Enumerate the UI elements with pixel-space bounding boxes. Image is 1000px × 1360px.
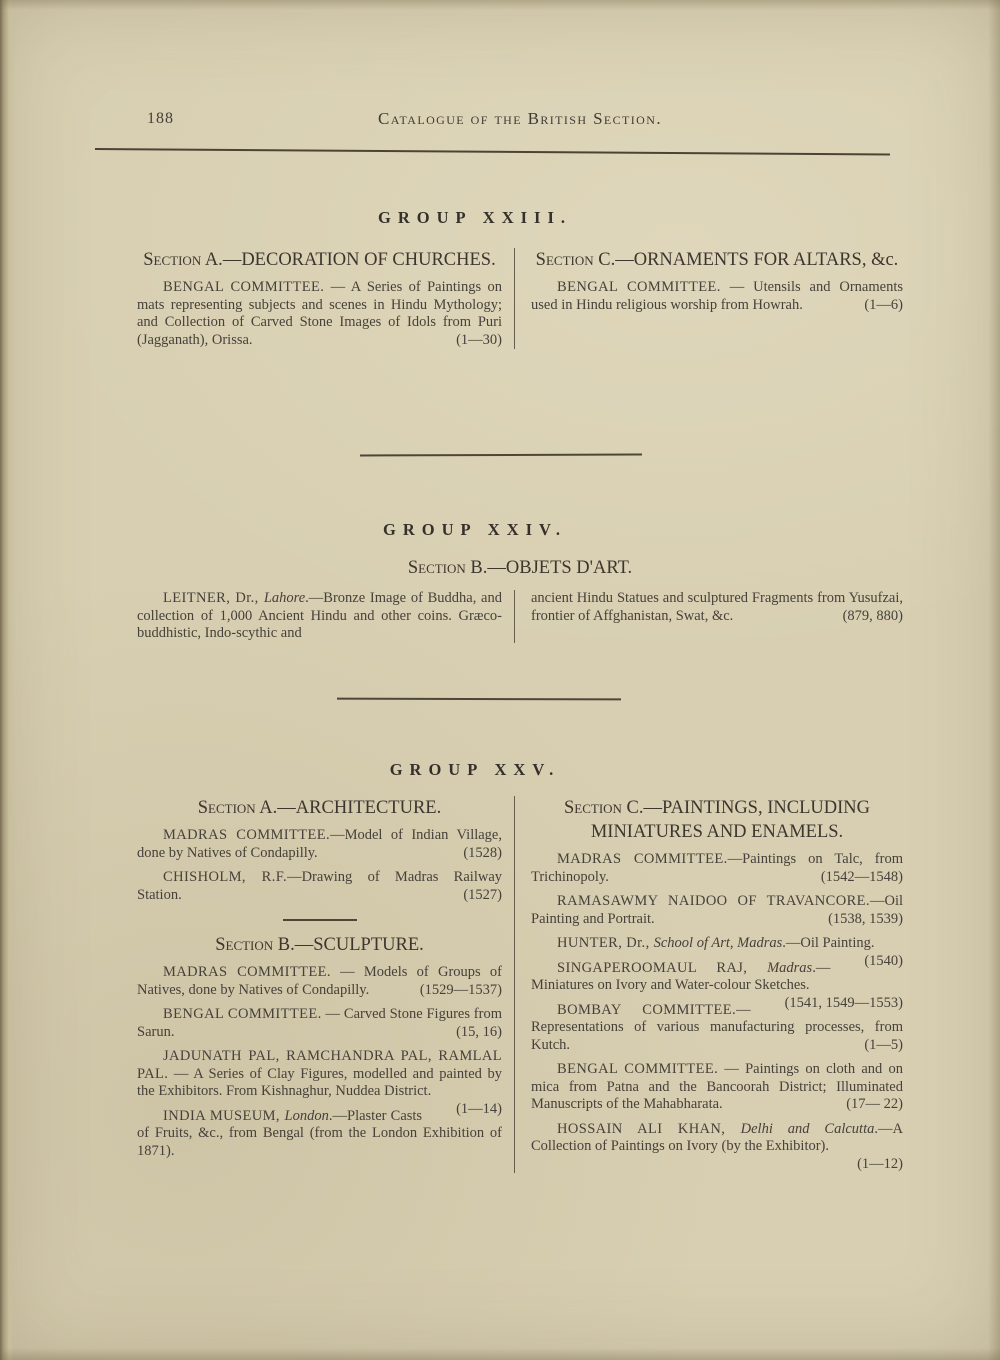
- section-label: Section A.: [143, 250, 223, 270]
- exhibitor-name: INDIA MUSEUM,: [163, 1107, 285, 1124]
- catalogue-entry: [531, 851, 903, 886]
- group-25-columns: [137, 796, 903, 1173]
- exhibitor-name: HOSSAIN ALI KHAN,: [557, 1120, 741, 1137]
- entry-description: .—A Collection of Paintings on Ivory (by the Exhibitor).: [531, 1120, 903, 1154]
- catalogue-entry: [137, 869, 502, 904]
- exhibitor-name: RAMASAWMY NAIDOO OF TRAVANCORE.: [557, 893, 870, 909]
- entry-number: (1—30): [456, 331, 502, 348]
- entry-number: (1—14): [456, 1100, 502, 1117]
- group-23-left-column: [137, 248, 514, 349]
- entry-number: (17— 22): [846, 1096, 903, 1112]
- page-top-edge: [0, 0, 1000, 10]
- entry-number: (1541, 1549—1553): [784, 994, 903, 1011]
- exhibitor-name: SINGAPEROOMAUL RAJ,: [557, 959, 768, 976]
- section-title: —ORNAMENTS FOR ALTARS, &c.: [615, 250, 899, 270]
- entry-description: — Utensils and Ornaments used in Hindu religious worship from Howrah.: [531, 279, 903, 313]
- entry-description: — A Series of Clay Figures, modelled and painted by the Exhibitors. From Kishnaghur, Nuddea District.: [137, 1065, 502, 1099]
- entry-description: — A Series of Paintings on mats representing subjects and scenes in Hindu Mythology; and Collection of Carved Stone Images of Idols from Puri (Jagganath), Orissa.: [137, 279, 502, 348]
- section-label: Section B.: [215, 935, 295, 955]
- entry-number: (1542—1548): [820, 868, 903, 885]
- entry-description: .—Miniatures on Ivory and Water-colour Sketches.: [531, 959, 831, 993]
- entry-description: — Carved Stone Figures from Sarun.: [137, 1006, 502, 1040]
- section-label: Section C.: [563, 798, 644, 818]
- entry-description: — Models of Groups of Natives, done by Natives of Condapilly.: [137, 964, 502, 998]
- group-24-right-column: [514, 590, 903, 643]
- group-24-columns: [137, 590, 903, 643]
- exhibitor-name: CHISHOLM, R.F.: [163, 869, 288, 885]
- catalogue-entry: [137, 964, 502, 999]
- entry-number: (15, 16): [456, 1023, 502, 1040]
- entry-number: (1529—1537): [419, 981, 502, 998]
- page-binding-edge: [0, 0, 15, 1360]
- section-divider: [283, 919, 357, 921]
- section-label: Section C.: [535, 250, 616, 270]
- entry-description: —Drawing of Madras Railway Station.: [137, 869, 503, 903]
- entry-description: .—Bronze Image of Buddha, and collection of 1,000 Ancient Hindu and other coins. Græco-buddhistic, Indo-scythic and: [137, 590, 502, 641]
- exhibitor-place: Lahore: [263, 590, 306, 606]
- group-23-columns: [137, 248, 903, 349]
- entry-description: ancient Hindu Statues and sculptured Fragments from Yusufzai, frontier of Affghanistan, Swat, &c.: [531, 590, 903, 624]
- page-number: 188: [147, 110, 174, 127]
- section-a-heading: [137, 796, 502, 820]
- running-title: Catalogue of the British Section.: [378, 109, 662, 128]
- group-23-right-column: [514, 248, 903, 349]
- entry-description: — Paintings on cloth and on mica from Patna and the Bancoorah District; Illuminated Manuscripts of the Mahabharata.: [531, 1061, 903, 1112]
- group-23-title: GROUP XXIII.: [377, 208, 572, 227]
- catalogue-entry: [531, 893, 903, 928]
- exhibitor-name: BENGAL COMMITTEE.: [163, 1006, 322, 1022]
- entry-number: (1538, 1539): [828, 910, 903, 927]
- exhibitor-place: Madras: [767, 959, 813, 976]
- entry-number: (1—6): [864, 296, 903, 313]
- group-25-right-column: [514, 796, 903, 1173]
- exhibitor-name: MADRAS COMMITTEE.: [163, 964, 331, 980]
- entry-description: .—Oil Painting.: [782, 935, 875, 951]
- exhibitor-name: JADUNATH PAL, RAMCHANDRA PAL, RAMLAL PAL.: [137, 1048, 502, 1082]
- section-label: Section A.: [197, 798, 278, 818]
- entry-description: —Oil Painting and Portrait.: [531, 893, 903, 927]
- catalogue-entry: [137, 827, 502, 862]
- group-25-left-column: [137, 796, 514, 1173]
- catalogue-entry: [137, 1006, 502, 1041]
- entry-number: (879, 880): [842, 607, 903, 624]
- exhibitor-name: BOMBAY COMMITTEE.: [557, 1001, 737, 1018]
- group-24-left-column: [137, 590, 514, 643]
- group-divider: [360, 454, 642, 457]
- entry-number: (1528): [463, 844, 502, 861]
- exhibitor-name: MADRAS COMMITTEE.: [557, 851, 728, 867]
- section-title: —SCULPTURE.: [294, 935, 424, 955]
- entry-number: (1527): [463, 886, 502, 903]
- entry-description: —Representations of various manufacturing processes, from Kutch.: [531, 1001, 903, 1053]
- entry-number: (1540): [864, 952, 903, 969]
- entry-number: (1—5): [864, 1036, 903, 1053]
- exhibitor-name: HUNTER, Dr.,: [557, 935, 654, 951]
- exhibitor-name: MADRAS COMMITTEE.: [163, 827, 331, 843]
- entry-description: —Paintings on Talc, from Trichinopoly.: [531, 851, 903, 885]
- section-title: —DECORATION OF CHURCHES.: [222, 250, 496, 270]
- catalogue-entry: [137, 279, 502, 349]
- exhibitor-place: London: [284, 1107, 329, 1124]
- catalogue-entry: [137, 590, 502, 643]
- group-25-title: GROUP XXV.: [389, 760, 561, 779]
- section-label: Section B.: [407, 558, 488, 578]
- exhibitor-place: School of Art, Madras: [653, 935, 783, 951]
- header-rule: [95, 148, 890, 155]
- section-b-heading: [135, 556, 905, 580]
- page-bottom-edge: [0, 1348, 1000, 1360]
- section-title: —OBJETS D'ART.: [487, 558, 633, 578]
- exhibitor-place: Delhi and Calcutta: [740, 1120, 875, 1137]
- entry-description: .—Plaster Casts of Fruits, &c., from Bengal (from the London Exhibition of 1871).: [137, 1107, 502, 1159]
- section-a-heading: [137, 248, 502, 272]
- exhibitor-name: BENGAL COMMITTEE.: [163, 279, 325, 295]
- exhibitor-name: LEITNER, Dr.,: [163, 590, 264, 606]
- section-c-heading: [531, 796, 903, 844]
- section-title: —PAINTINGS, INCLUDING MINIATURES AND ENAMELS.: [590, 798, 870, 842]
- section-c-heading: [531, 248, 903, 272]
- entry-description: —Model of Indian Village, done by Natives of Condapilly.: [137, 827, 502, 861]
- exhibitor-name: BENGAL COMMITTEE.: [557, 279, 721, 295]
- catalogue-entry-continuation: [531, 590, 903, 625]
- section-title: —ARCHITECTURE.: [277, 798, 442, 818]
- exhibitor-name: BENGAL COMMITTEE.: [557, 1061, 719, 1077]
- catalogue-entry: [531, 279, 903, 314]
- group-24-title: GROUP XXIV.: [383, 520, 567, 539]
- entry-number: (1—12): [857, 1155, 903, 1172]
- section-b-heading: [137, 933, 502, 957]
- catalogue-entry: [531, 1061, 903, 1114]
- page-right-edge: [988, 0, 1000, 1360]
- catalogue-entry: [531, 1120, 903, 1172]
- group-divider: [337, 698, 621, 701]
